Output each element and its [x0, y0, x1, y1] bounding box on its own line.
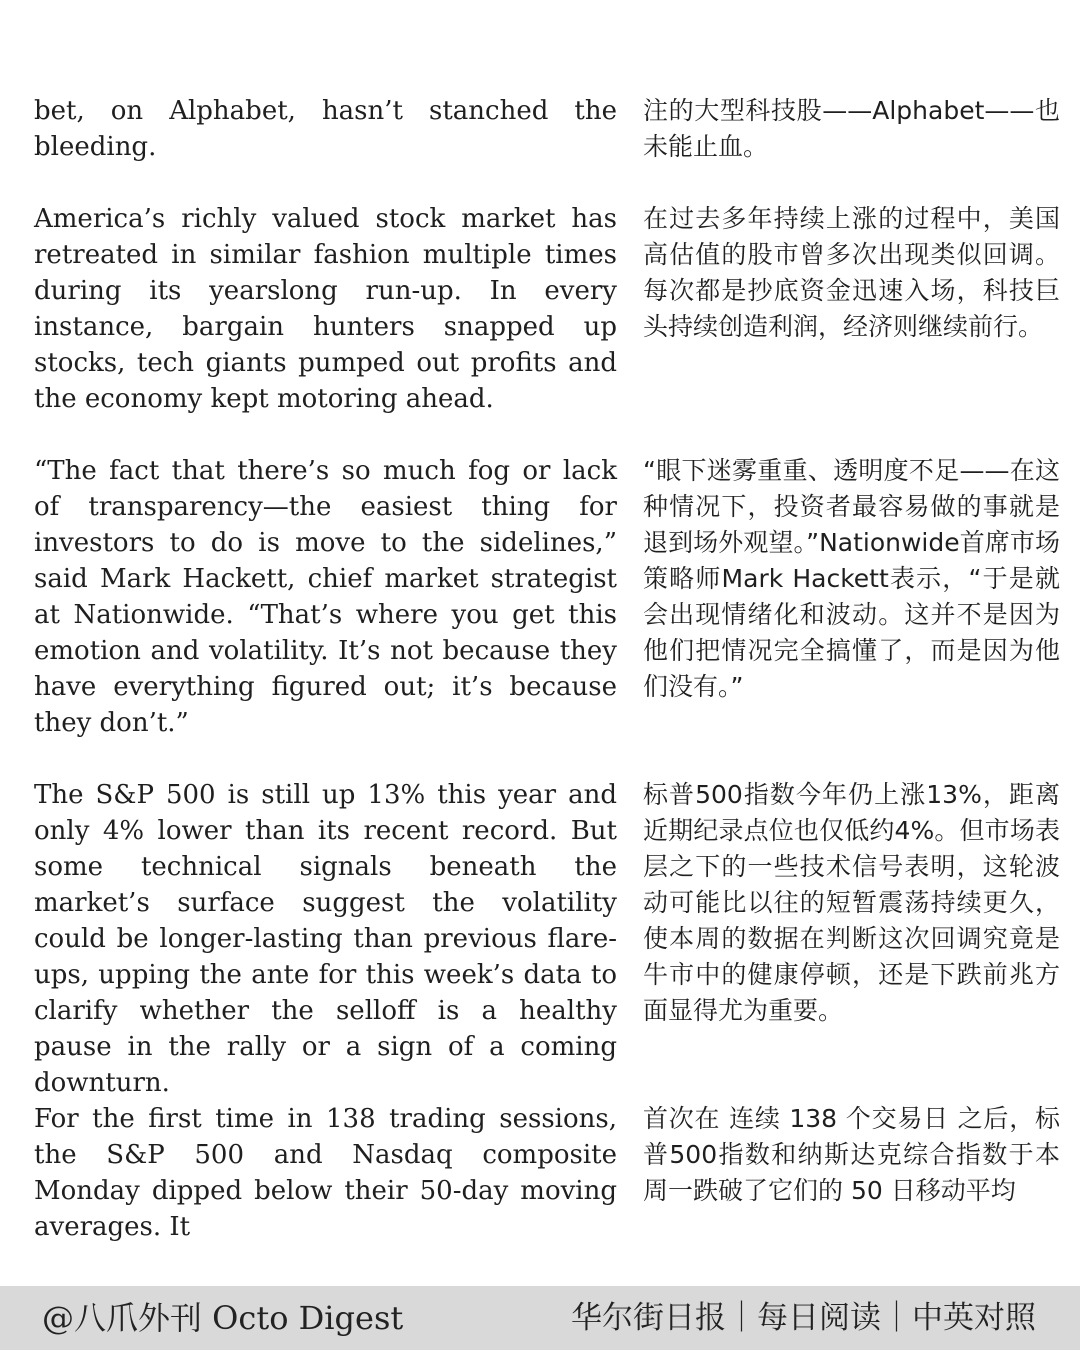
english-paragraph: For the first time in 138 trading sessions, the S&P 500 and Nasdaq composite Monday dipped below their 50-day moving averages. It: [34, 1104, 617, 1242]
english-paragraph: bet, on Alphabet, hasn’t stanched the bleeding.: [34, 96, 617, 162]
chinese-paragraph: 首次在 连续 138 个交易日 之后，标普500指数和纳斯达克综合指数于本周一跌破了它们的 50 日移动平均: [643, 1104, 1060, 1205]
english-paragraph: America’s richly valued stock market has retreated in similar fashion multiple times during its yearslong run-up. In every instance, bargain hunters snapped up stocks, tech giants pumped out profits and the economy kept motoring ahead.: [34, 204, 617, 414]
chinese-paragraph: 标普500指数今年仍上涨13%，距离近期纪录点位也仅低约4%。但市场表层之下的一些技术信号表明，这轮波动可能比以往的短暂震荡持续更久，使本周的数据在判断这次回调究竟是牛市中的健康停顿，还是下跌前兆方面显得尤为重要。: [643, 780, 1060, 1025]
source-caption: 华尔街日报｜每日阅读｜中英对照: [571, 1300, 1036, 1336]
english-paragraph: The S&P 500 is still up 13% this year and only 4% lower than its recent record. But some technical signals beneath the market’s surface suggest the volatility could be longer-lasting than previous flare-ups, upping the ante for this week’s data to clarify whether the selloff is a healthy pause in the rally or a sign of a coming downturn.: [34, 780, 617, 1098]
publisher-handle: @八爪外刊 Octo Digest: [42, 1299, 404, 1337]
chinese-paragraph: “眼下迷雾重重、透明度不足——在这种情况下，投资者最容易做的事就是退到场外观望。”Nationwide首席市场策略师Mark Hackett表示，“于是就会出现情绪化和波动。这并不是因为他们把情况完全搞懂了，而是因为他们没有。”: [643, 456, 1060, 701]
footer-bar: [0, 1286, 1080, 1350]
english-paragraph: “The fact that there’s so much fog or lack of transparency—the easiest thing for investors to do is move to the sidelines,” said Mark Hackett, chief market strategist at Nationwide. “That’s where you get this emotion and volatility. It’s not because they have everything figured out; it’s because they don’t.”: [34, 456, 617, 738]
chinese-paragraph: 在过去多年持续上涨的过程中，美国高估值的股市曾多次出现类似回调。每次都是抄底资金迅速入场，科技巨头持续创造利润，经济则继续前行。: [643, 204, 1060, 341]
chinese-paragraph: 注的大型科技股——Alphabet——也未能止血。: [643, 96, 1060, 161]
